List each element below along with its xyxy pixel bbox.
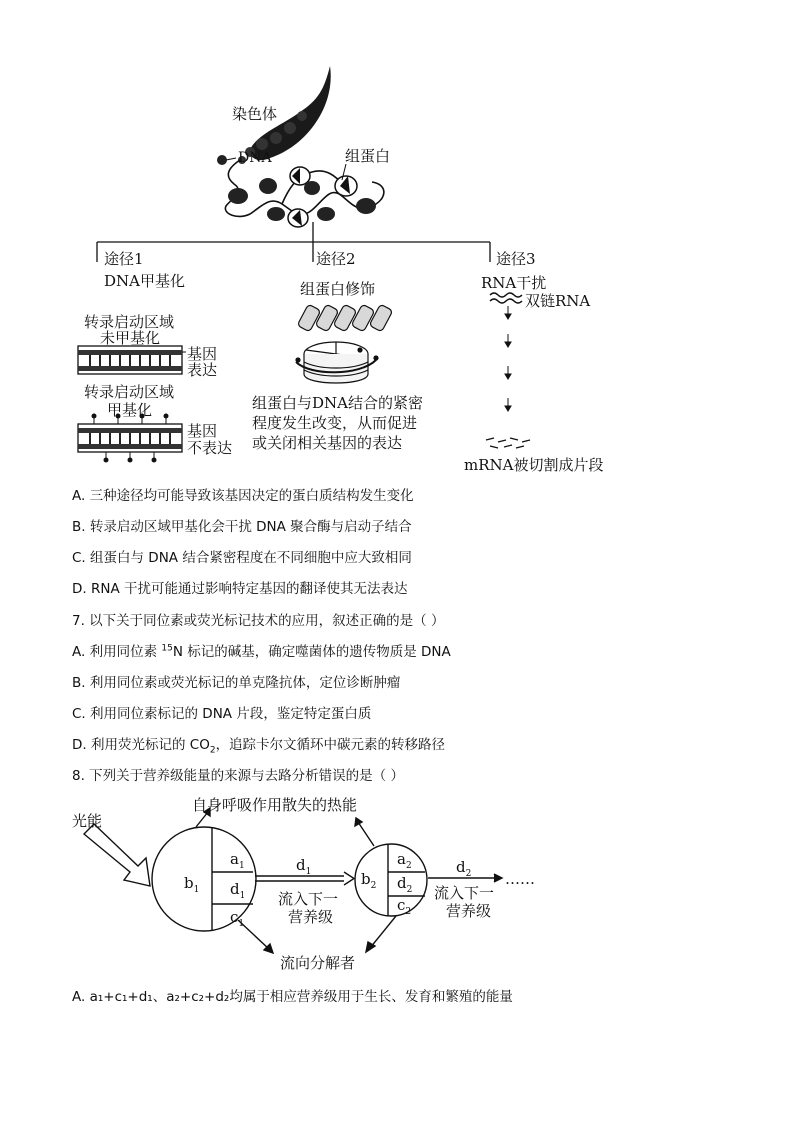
mrna-fragments-graphic [486,438,530,448]
flow-next-level-2-line1: 流入下一 [434,884,495,902]
gene-noexpression-label-line2: 不表达 [187,439,233,457]
gene-noexpression-label-line1: 基因 [187,422,218,440]
path1-title: 途径1 [104,250,144,268]
gene-expression-label-line2: 表达 [187,361,218,379]
methylated-dna-graphic [78,414,182,463]
rnai-arrows [505,306,511,411]
q6-option-c: C. 组蛋白与 DNA 结合紧密程度在不同细胞中应大致相同 [72,550,412,566]
path2-subtitle: 组蛋白修饰 [300,280,376,298]
a2-label: $a_2$ [397,850,412,871]
dsrna-graphic [490,293,522,303]
q7-option-c: C. 利用同位素标记的 DNA 片段，鉴定特定蛋白质 [72,706,372,722]
path2-title: 途径2 [316,250,356,268]
light-energy-label: 光能 [72,812,103,830]
arrow-d1-label: $d_1$ [296,856,312,877]
b1-label: $b_1$ [184,874,200,895]
q7-option-d: D. 利用荧光标记的 $CO_2$，追踪卡尔文循环中碳元素的转移路径 [72,737,446,756]
dsrna-label: 双链RNA [525,292,591,310]
q7-stem: 7. 以下关于同位素或荧光标记技术的应用，叙述正确的是（ ） [72,613,445,629]
chromosome-label: 染色体 [232,105,278,123]
path1-subtitle: DNA甲基化 [104,272,185,290]
respiration-heat-label: 自身呼吸作用散失的热能 [192,796,358,814]
q6-option-a: A. 三种途径均可能导致该基因决定的蛋白质结构发生变化 [72,488,414,504]
histone-tail-graphics [297,304,393,332]
methylated-label-line2: 甲基化 [107,401,153,419]
arrow-d2-label: $d_2$ [456,858,472,879]
c2-label: $c_2$ [397,896,412,917]
nucleosome-cylinder-graphic [296,342,378,383]
a1-label: $a_1$ [230,850,245,871]
b2-label: $b_2$ [361,870,377,891]
mrna-fragment-label: mRNA被切割成片段 [464,456,604,474]
unmethylated-dna-graphic [78,346,186,374]
unmethylated-label-line2: 未甲基化 [100,329,161,347]
continuation-dots: …… [505,870,535,888]
d1-label: $d_1$ [230,880,246,901]
flow-next-level-2-line2: 营养级 [446,902,492,920]
decomposer-label: 流向分解者 [280,954,356,972]
q6-option-b: B. 转录启动区域甲基化会干扰 DNA 聚合酶与启动子结合 [72,519,412,535]
d2-label: $d_2$ [397,874,413,895]
path3-title: 途径3 [496,250,536,268]
flow-next-level-1-line1: 流入下一 [278,890,339,908]
dna-label: DNA [238,150,272,166]
q6-option-d: D. RNA 干扰可能通过影响特定基因的翻译使其无法表达 [72,581,408,597]
unmethylated-label-line1: 转录启动区域 [84,313,175,331]
pathway-branch-lines [97,222,490,262]
path3-subtitle: RNA干扰 [481,274,547,292]
histone-description-line3: 或关闭相关基因的表达 [252,434,403,452]
q8-stem: 8. 下列关于营养级能量的来源与去路分析错误的是（ ） [72,768,404,784]
histone-label: 组蛋白 [345,147,391,165]
gene-expression-label-line1: 基因 [187,345,218,363]
c1-label: $c_1$ [230,908,245,929]
methylated-label-line1: 转录启动区域 [84,383,175,401]
q8-option-a: A. a₁+c₁+d₁、a₂+c₂+d₂均属于相应营养级用于生长、发育和繁殖的能量 [72,989,513,1005]
histone-description-line1: 组蛋白与DNA结合的紧密 [252,394,423,412]
histone-description-line2: 程度发生改变，从而促进 [252,414,418,432]
energy-flow-diagram [84,808,502,953]
flow-next-level-1-line2: 营养级 [288,908,334,926]
q7-option-b: B. 利用同位素或荧光标记的单克隆抗体，定位诊断肿瘤 [72,675,401,691]
q7-option-a: A. 利用同位素 $^{15}$N 标记的碱基，确定噬菌体的遗传物质是 DNA [72,643,451,660]
